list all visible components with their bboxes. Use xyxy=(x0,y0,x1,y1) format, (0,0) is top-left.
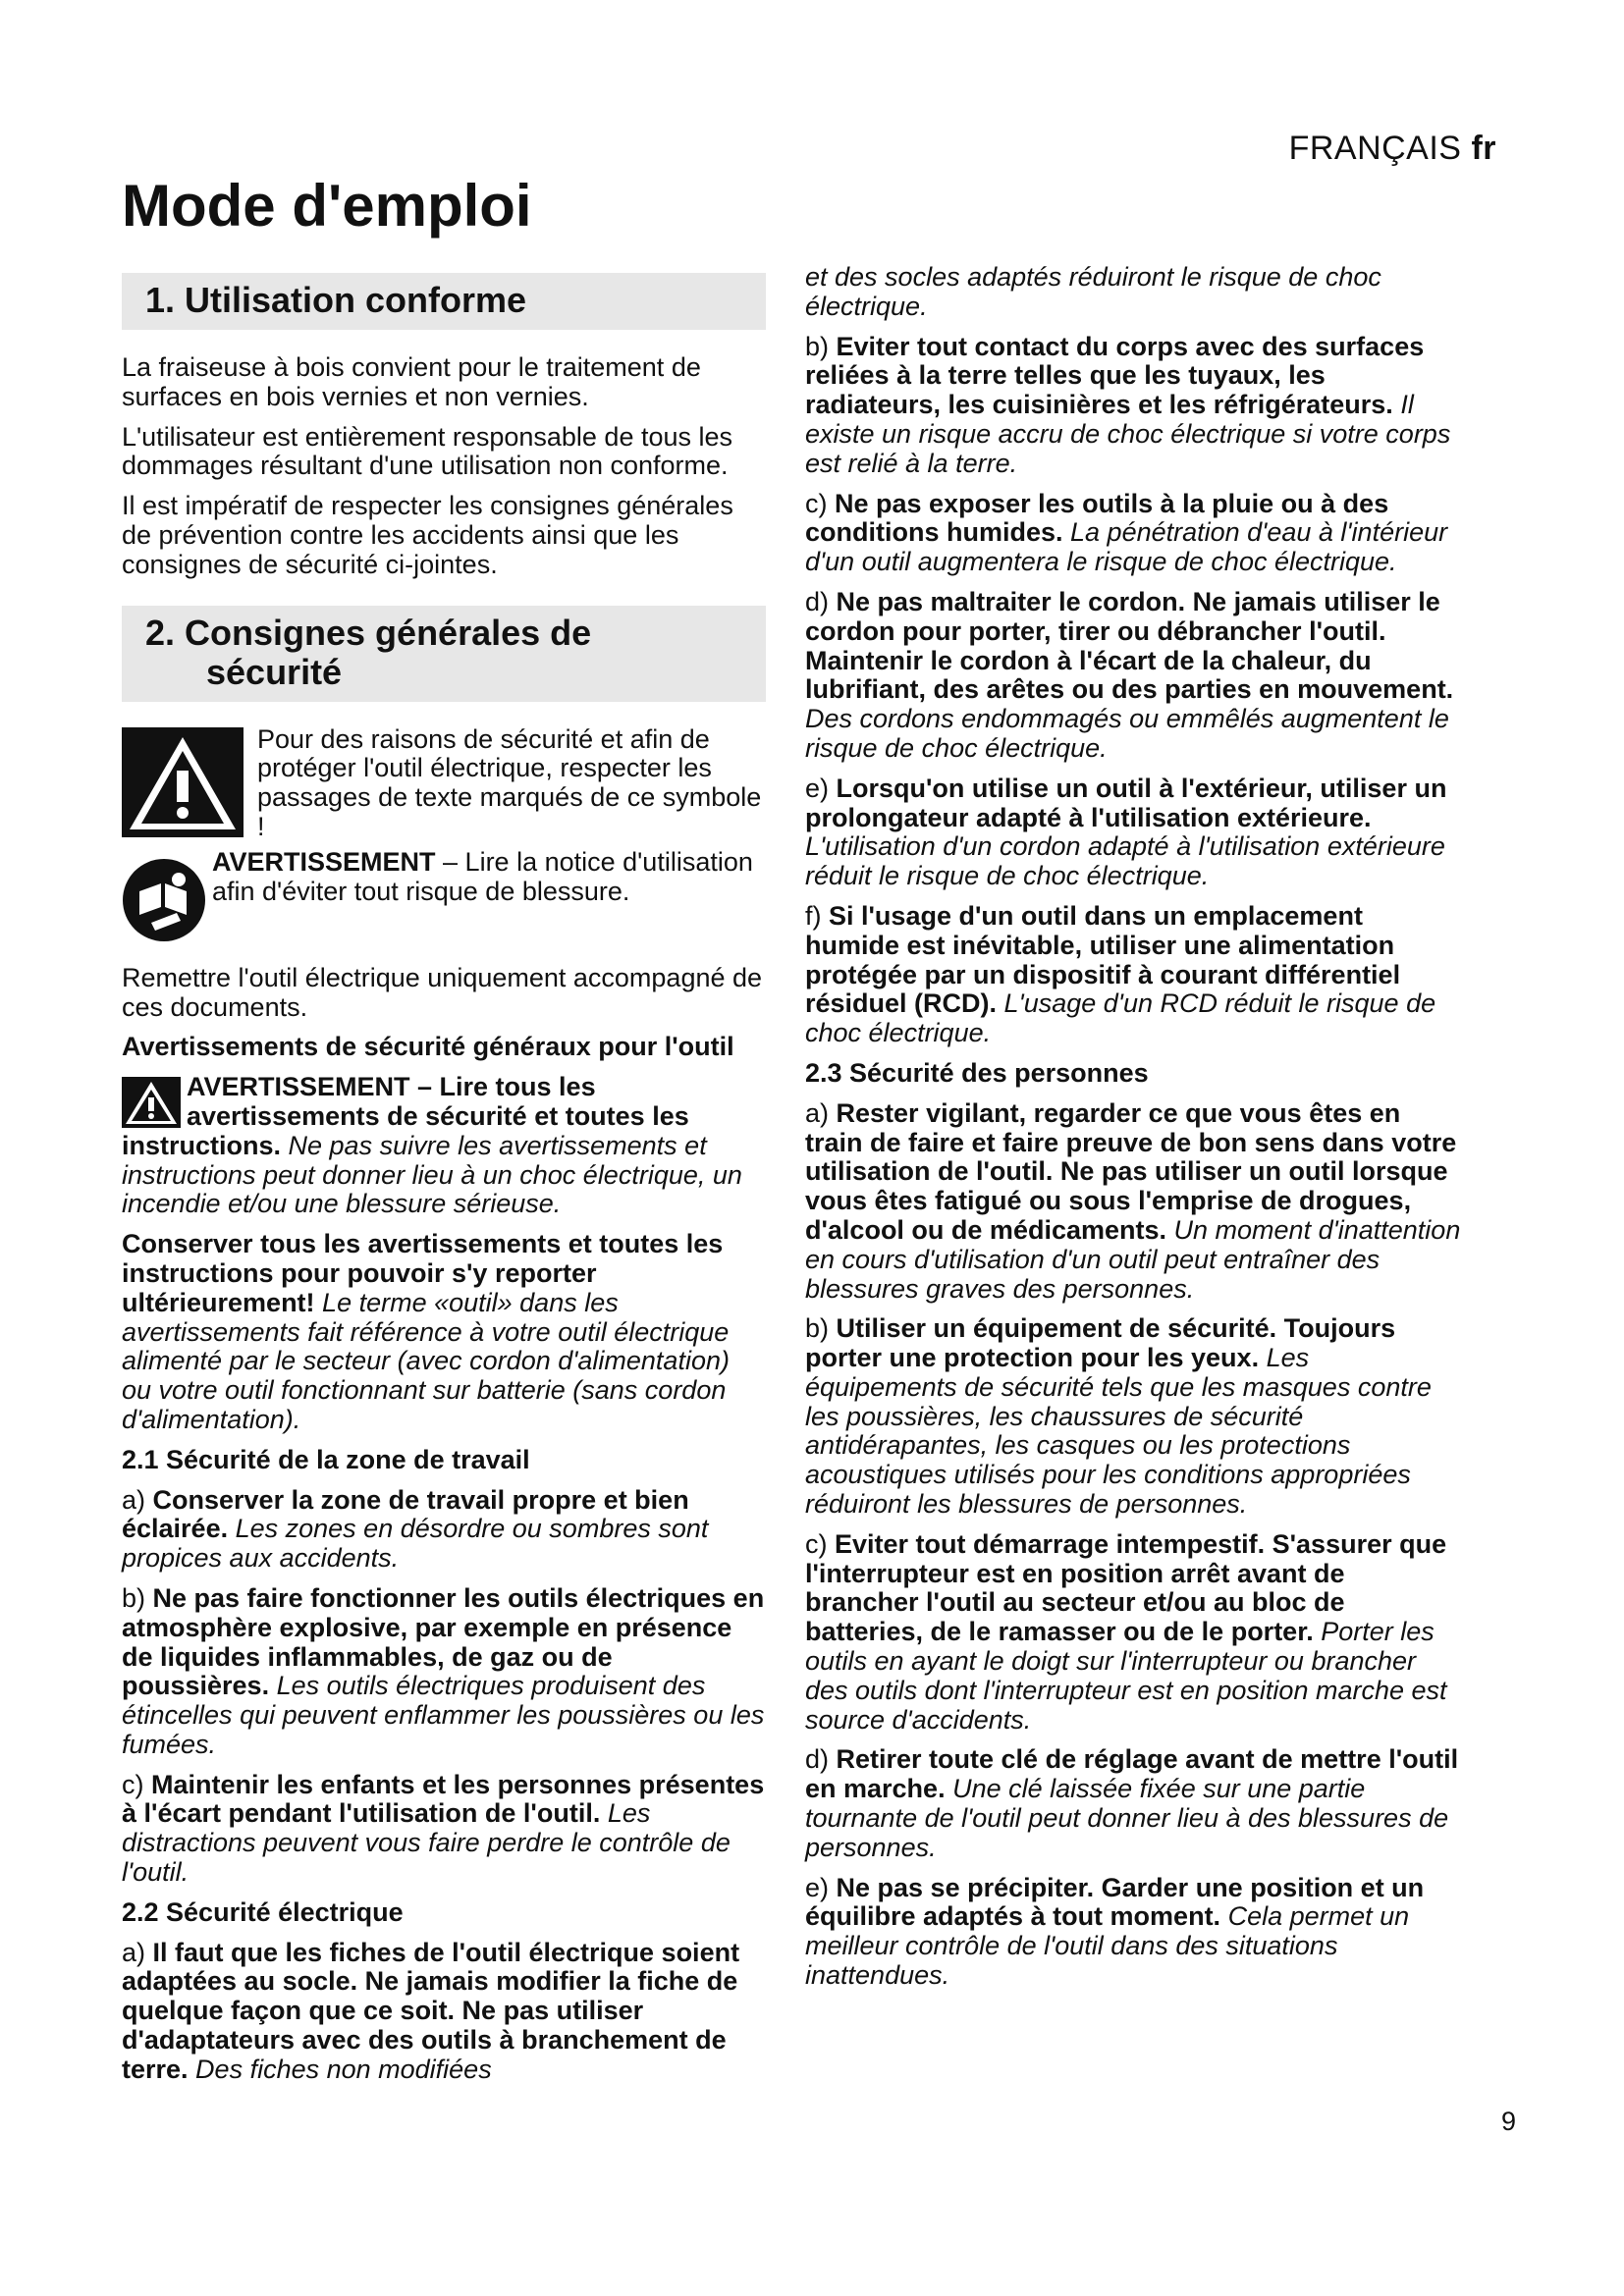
warning-triangle-icon xyxy=(122,727,244,837)
item-label: a) xyxy=(805,1097,830,1128)
s21-item-c xyxy=(122,1771,766,1888)
section-2-1-heading: 2.1 Sécurité de la zone de travail xyxy=(122,1444,530,1474)
item-italic: Les distractions peuvent vous faire perdre le contrôle de l'outil. xyxy=(122,1798,731,1888)
item-italic: L'usage d'un RCD réduit le risque de choc électrique. xyxy=(805,988,1436,1048)
page-number: 9 xyxy=(1500,2107,1516,2136)
s1-paragraph-1: La fraiseuse à bois convient pour le traitement de surfaces en bois vernies et non vernies. xyxy=(122,352,701,411)
s22-item-e xyxy=(805,774,1463,891)
item-italic: Cela permet un meilleur contrôle de l'outil dans des situations inattendues. xyxy=(805,1901,1410,1991)
read-all-warning-italic: Ne pas suivre les avertissements et instructions peut donner lieu à un choc électrique, un incendie et/ou une blessure sérieuse. xyxy=(122,1130,742,1219)
item-bold: Rester vigilant, regarder ce que vous êtes en train de faire et faire preuve de bon sens dans votre utilisation de l'outil. Ne pas utiliser un outil lorsque vous êtes fatigué ou sous l'emprise de drogues, d'alcool ou de médicaments. xyxy=(805,1097,1457,1245)
s23-item-e xyxy=(805,1874,1463,1991)
s22-item-f xyxy=(805,902,1463,1048)
manual-notice-text xyxy=(212,848,766,907)
symbol-notice xyxy=(122,725,766,842)
item-italic: Des fiches non modifiées xyxy=(188,2054,492,2084)
language-name: FRANÇAIS xyxy=(1288,130,1462,167)
s23-item-c xyxy=(805,1530,1463,1735)
item-label: a) xyxy=(122,1937,146,1967)
read-all-warning xyxy=(122,1073,766,1219)
section-1-heading: 1. Utilisation conforme xyxy=(122,273,766,330)
s23-item-d xyxy=(805,1745,1463,1862)
item-italic: et des socles adaptés réduiront le risque de choc électrique. xyxy=(805,262,1381,321)
item-label: c) xyxy=(805,488,828,518)
item-italic: L'utilisation d'un cordon adapté à l'utilisation extérieure réduit le risque de choc électrique. xyxy=(805,831,1445,891)
item-label: c) xyxy=(805,1528,828,1559)
s22-item-c xyxy=(805,490,1463,577)
item-label: e) xyxy=(805,1872,830,1902)
item-bold: Lorsqu'on utilise un outil à l'extérieur, utiliser un prolongateur adapté à l'utilisation extérieure. xyxy=(805,773,1447,832)
keep-instructions-bold: Conserver tous les avertissements et toutes les instructions pour pouvoir s'y reporter ultérieurement! xyxy=(122,1229,724,1317)
item-bold: Ne pas faire fonctionner les outils électriques en atmosphère explosive, par exemple en présence de liquides inflammables, de gaz ou de poussières. xyxy=(122,1582,765,1701)
right-column xyxy=(805,263,1463,2002)
keep-instructions xyxy=(122,1230,766,1435)
section-2-heading-line2: sécurité xyxy=(206,651,343,692)
s21-item-a xyxy=(122,1486,766,1574)
item-italic: Une clé laissée fixée sur une partie tournante de l'outil peut donner lieu à des blessures de personnes. xyxy=(805,1774,1449,1862)
language-label xyxy=(1289,130,1496,168)
item-bold: Utiliser un équipement de sécurité. Toujours porter une protection pour les yeux. xyxy=(805,1313,1396,1373)
item-bold: Retirer toute clé de réglage avant de mettre l'outil en marche. xyxy=(805,1744,1459,1804)
item-bold: Ne pas exposer les outils à la pluie ou à des conditions humides. xyxy=(805,488,1389,548)
item-italic: Les outils électriques produisent des étincelles qui peuvent enflammer les poussières ou les fumées. xyxy=(122,1671,765,1759)
item-bold: Il faut que les fiches de l'outil électrique soient adaptées au socle. Ne jamais modifier la fiche de quelque façon que ce soit. Ne pas utiliser d'adaptateurs avec des outils à branchement de terre. xyxy=(122,1937,740,2084)
item-bold: Maintenir les enfants et les personnes présentes à l'écart pendant l'utilisation de l'outil. xyxy=(122,1769,765,1829)
item-bold: Si l'usage d'un outil dans un emplacement humide est inévitable, utiliser une alimentation protégée par un dispositif à courant différentiel résiduel (RCD). xyxy=(805,900,1401,1019)
small-warning-triangle-icon xyxy=(122,1077,181,1128)
item-italic: Un moment d'inattention en cours d'utilisation d'un outil peut entraîner des blessures graves des personnes. xyxy=(805,1214,1461,1304)
item-bold: Conserver la zone de travail propre et bien éclairée. xyxy=(122,1484,689,1544)
section-2-heading xyxy=(122,606,766,702)
left-column xyxy=(122,265,766,2096)
section-2-3-heading: 2.3 Sécurité des personnes xyxy=(805,1057,1149,1088)
s21-item-b xyxy=(122,1584,766,1760)
item-italic: Des cordons endommagés ou emmêlés augmentent le risque de choc électrique. xyxy=(805,704,1449,763)
general-warnings-heading-text: Avertissements de sécurité généraux pour l'outil xyxy=(122,1032,734,1062)
manual-notice xyxy=(122,848,766,942)
return-notice: Remettre l'outil électrique uniquement accompagné de ces documents. xyxy=(122,962,763,1022)
s1-paragraph-2: L'utilisateur est entièrement responsable de tous les dommages résultant d'une utilisation non conforme. xyxy=(122,421,733,481)
general-warnings-heading xyxy=(122,1033,766,1062)
page-title: Mode d'emploi xyxy=(122,173,532,239)
item-bold: Ne pas maltraiter le cordon. Ne jamais utiliser le cordon pour porter, tirer ou débrancher l'outil. Maintenir le cordon à l'écart de la chaleur, du lubrifiant, des arêtes ou des parties en mouvement. xyxy=(805,586,1454,705)
section-2-2-heading: 2.2 Sécurité électrique xyxy=(122,1896,404,1927)
item-label: d) xyxy=(805,586,830,616)
language-code: fr xyxy=(1471,130,1496,167)
item-label: f) xyxy=(805,900,822,931)
item-italic: Les zones en désordre ou sombres sont propices aux accidents. xyxy=(122,1514,709,1574)
symbol-notice-text: Pour des raisons de sécurité et afin de protéger l'outil électrique, respecter les passages de texte marqués de ce symbole ! xyxy=(257,723,762,841)
item-label: e) xyxy=(805,773,830,803)
item-label: b) xyxy=(122,1582,146,1613)
s22-item-a xyxy=(122,1939,766,2085)
s22-item-b xyxy=(805,333,1463,479)
s23-item-b xyxy=(805,1314,1463,1520)
item-italic: Il existe un risque accru de choc électrique si votre corps est relié à la terre. xyxy=(805,390,1451,478)
item-label: a) xyxy=(122,1484,146,1515)
s22-item-a-continued xyxy=(805,263,1463,322)
manual-warning-text: – Lire la notice d'utilisation afin d'éviter tout risque de blessure. xyxy=(212,846,753,906)
item-label: b) xyxy=(805,331,830,361)
item-label: b) xyxy=(805,1313,830,1344)
item-bold: Eviter tout contact du corps avec des surfaces reliées à la terre telles que les tuyaux, les radiateurs, les cuisinières et les réfrigérateurs. xyxy=(805,331,1425,420)
item-italic: La pénétration d'eau à l'intérieur d'un outil augmentera le risque de choc électrique. xyxy=(805,517,1448,577)
s23-item-a xyxy=(805,1099,1463,1305)
item-label: c) xyxy=(122,1769,144,1799)
read-all-warning-bold: AVERTISSEMENT – Lire tous les avertissements de sécurité et toutes les instructions. xyxy=(122,1072,689,1160)
item-bold: Ne pas se précipiter. Garder une position et un équilibre adaptés à tout moment. xyxy=(805,1872,1425,1932)
item-label: d) xyxy=(805,1744,830,1775)
keep-instructions-italic: Le terme «outil» dans les avertissements fait référence à votre outil électrique alimenté par le secteur (avec cordon d'alimentation) ou votre outil fonctionnant sur batterie (sans cordon d'alimentation). xyxy=(122,1287,730,1434)
read-manual-icon xyxy=(122,858,206,942)
s22-item-d xyxy=(805,588,1463,764)
item-bold: Eviter tout démarrage intempestif. S'assurer que l'interrupteur est en position arrêt avant de brancher l'outil au secteur et/ou au bloc de batteries, de le ramasser ou de le porter. xyxy=(805,1528,1447,1647)
manual-warning-label: AVERTISSEMENT xyxy=(212,846,436,877)
item-italic: Porter les outils en ayant le doigt sur l'interrupteur ou brancher des outils dont l'interrupteur est en position marche est source d'accidents. xyxy=(805,1617,1447,1735)
section-2-heading-line1: 2. Consignes générales de xyxy=(145,612,592,653)
s1-paragraph-3: Il est impératif de respecter les consignes générales de prévention contre les accidents ainsi que les consignes de sécurité ci-jointes. xyxy=(122,491,733,579)
item-italic: Les équipements de sécurité tels que les masques contre les poussières, les chaussures de sécurité antidérapantes, les casques ou les protections acoustiques utilisés pour les conditions appropriées réduiront les blessures de personnes. xyxy=(805,1343,1432,1520)
